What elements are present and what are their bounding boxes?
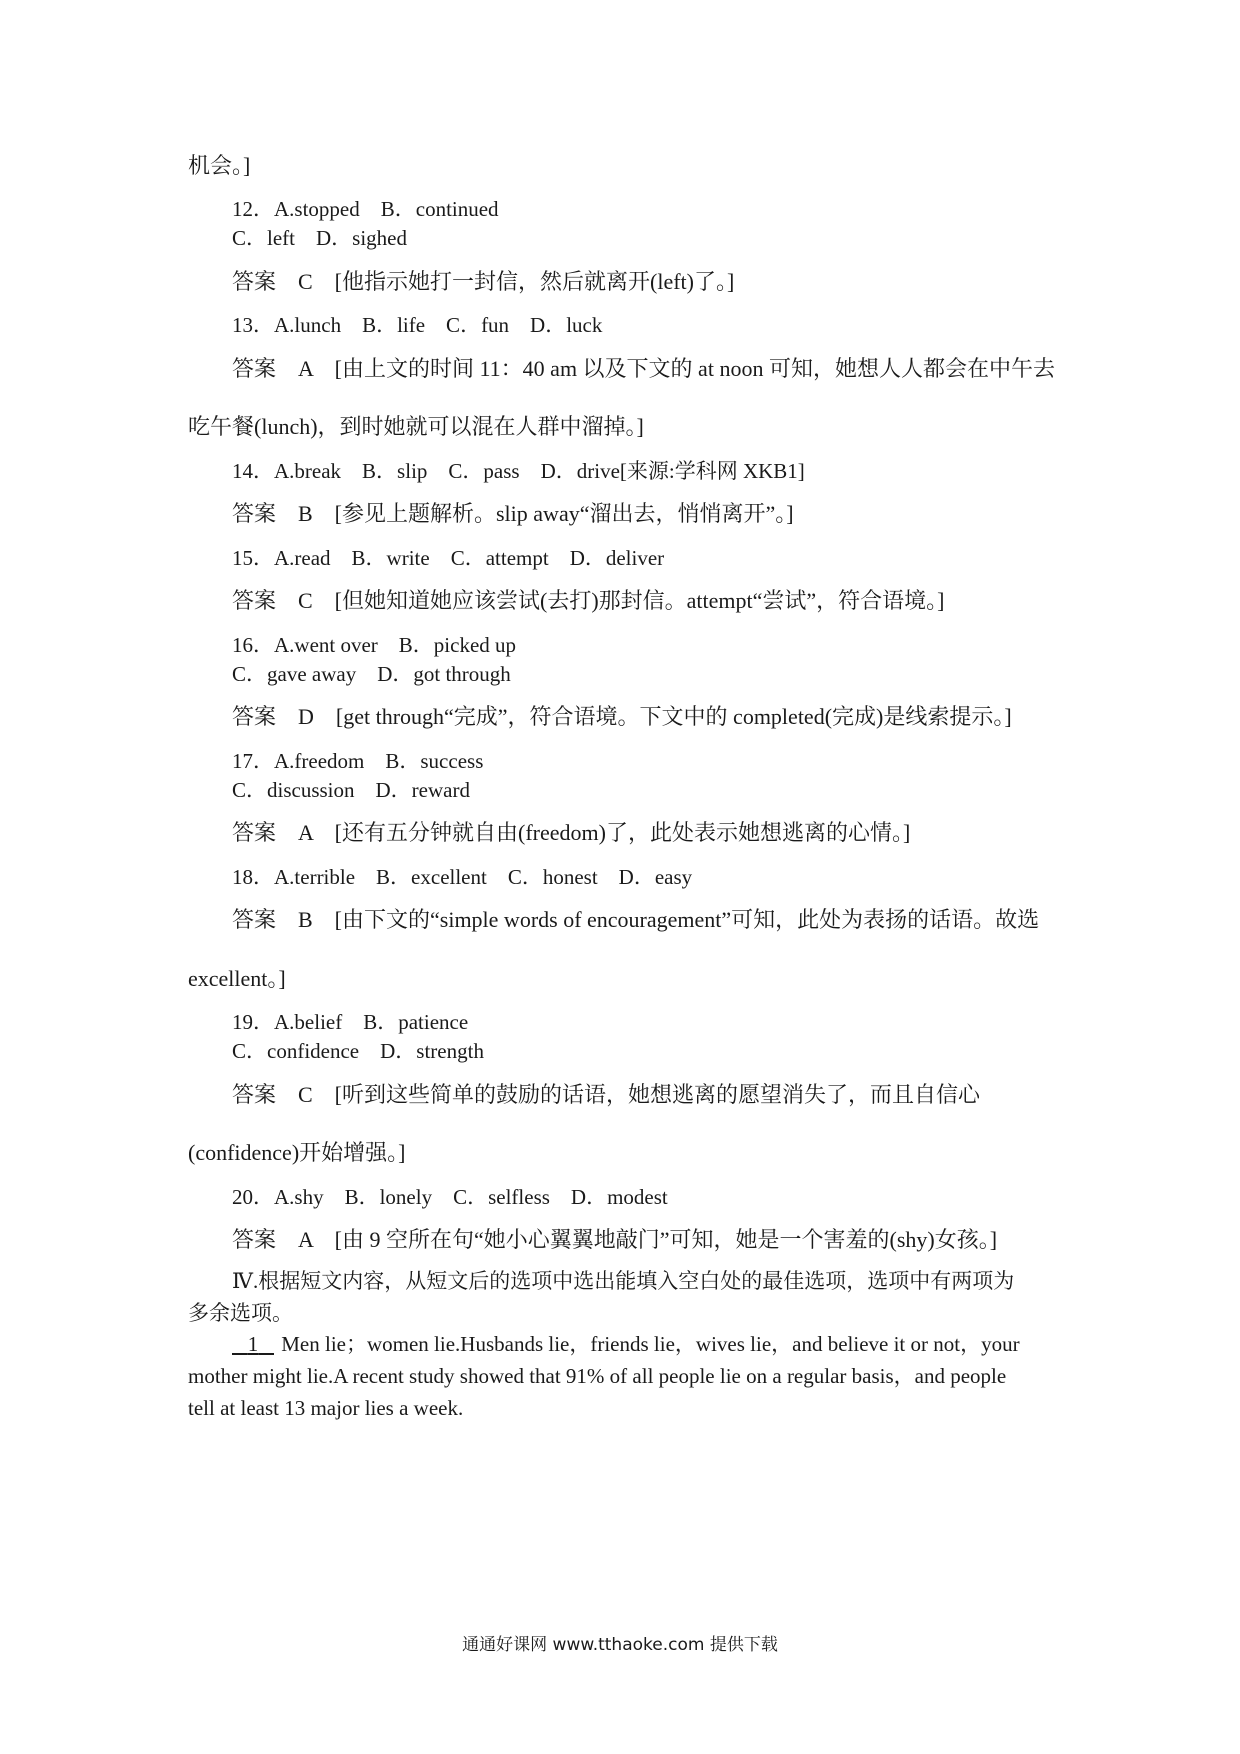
question-17-options-row1: 17．A.freedom B．success (232, 749, 484, 773)
section-iv-instruction-line2: 多余选项。 (188, 1301, 293, 1325)
answer-20: 答案 A [由 9 空所在句“她小心翼翼地敲门”可知，她是一个害羞的(shy)女孩。] (232, 1227, 998, 1252)
answer-16: 答案 D [get through“完成”，符合语境。下文中的 completed(完成)是线索提示。] (232, 704, 1012, 729)
question-13-options: 13．A.lunch B．life C．fun D．luck (232, 313, 603, 337)
blank-1 (232, 1328, 276, 1360)
passage-line1 (188, 1328, 1058, 1360)
answer-continuation: 机会。] (188, 153, 251, 178)
question-19-options-row2: C．confidence D．strength (232, 1039, 484, 1063)
section-iv-instruction-line1: Ⅳ.根据短文内容，从短文后的选项中选出能填入空白处的最佳选项，选项中有两项为 (232, 1269, 1015, 1293)
answer-18-line1: 答案 B [由下文的“simple words of encouragement”可知，此处为表扬的话语。故选 (232, 907, 1040, 932)
answer-15: 答案 C [但她知道她应该尝试(去打)那封信。attempt“尝试”，符合语境。] (232, 588, 945, 613)
answer-18-line2: excellent。] (188, 966, 286, 991)
question-17-options-row2: C．discussion D．reward (232, 778, 470, 802)
answer-14: 答案 B [参见上题解析。slip away“溜出去，悄悄离开”。] (232, 501, 794, 526)
question-19-options-row1: 19．A.belief B．patience (232, 1010, 469, 1034)
question-12-options-row2: C．left D．sighed (232, 226, 407, 250)
page-footer: 通通好课网 www.tthaoke.com 提供下载 (462, 1635, 778, 1655)
question-12-options-row1: 12．A.stopped B．continued (232, 197, 499, 221)
question-18-options: 18．A.terrible B．excellent C．honest D．easy (232, 865, 693, 889)
question-15-options: 15．A.read B．write C．attempt D．deliver (232, 546, 665, 570)
passage-line2: mother might lie.A recent study showed that 91% of all people lie on a regular basis，and people (188, 1364, 1007, 1388)
answer-17: 答案 A [还有五分钟就自由(freedom)了，此处表示她想逃离的心情。] (232, 820, 911, 845)
answer-13-line2: 吃午餐(lunch)，到时她就可以混在人群中溜掉。] (188, 414, 644, 439)
question-16-options-row1: 16．A.went over B．picked up (232, 633, 517, 657)
passage-line3: tell at least 13 major lies a week. (188, 1396, 464, 1420)
section-iv-instructions (188, 1265, 1058, 1329)
answer-19-line2: (confidence)开始增强。] (188, 1140, 406, 1165)
answer-19-line1: 答案 C [听到这些简单的鼓励的话语，她想逃离的愿望消失了，而且自信心 (232, 1082, 981, 1107)
reading-passage (188, 1328, 1058, 1424)
question-14-options: 14．A.break B．slip C．pass D．drive[来源:学科网 XKB1] (232, 459, 805, 483)
answer-12: 答案 C [他指示她打一封信，然后就离开(left)了。] (232, 269, 735, 294)
question-16-options-row2: C．gave away D．got through (232, 662, 511, 686)
question-20-options: 20．A.shy B．lonely C．selfless D．modest (232, 1185, 668, 1209)
blank-1-number: 1 (247, 1332, 259, 1356)
passage-line1-text: Men lie；women lie.Husbands lie，friends lie，wives lie，and believe it or not，your (281, 1332, 1020, 1356)
answer-13-line1: 答案 A [由上文的时间 11：40 am 以及下文的 at noon 可知，她想人人都会在中午去 (232, 356, 1055, 381)
